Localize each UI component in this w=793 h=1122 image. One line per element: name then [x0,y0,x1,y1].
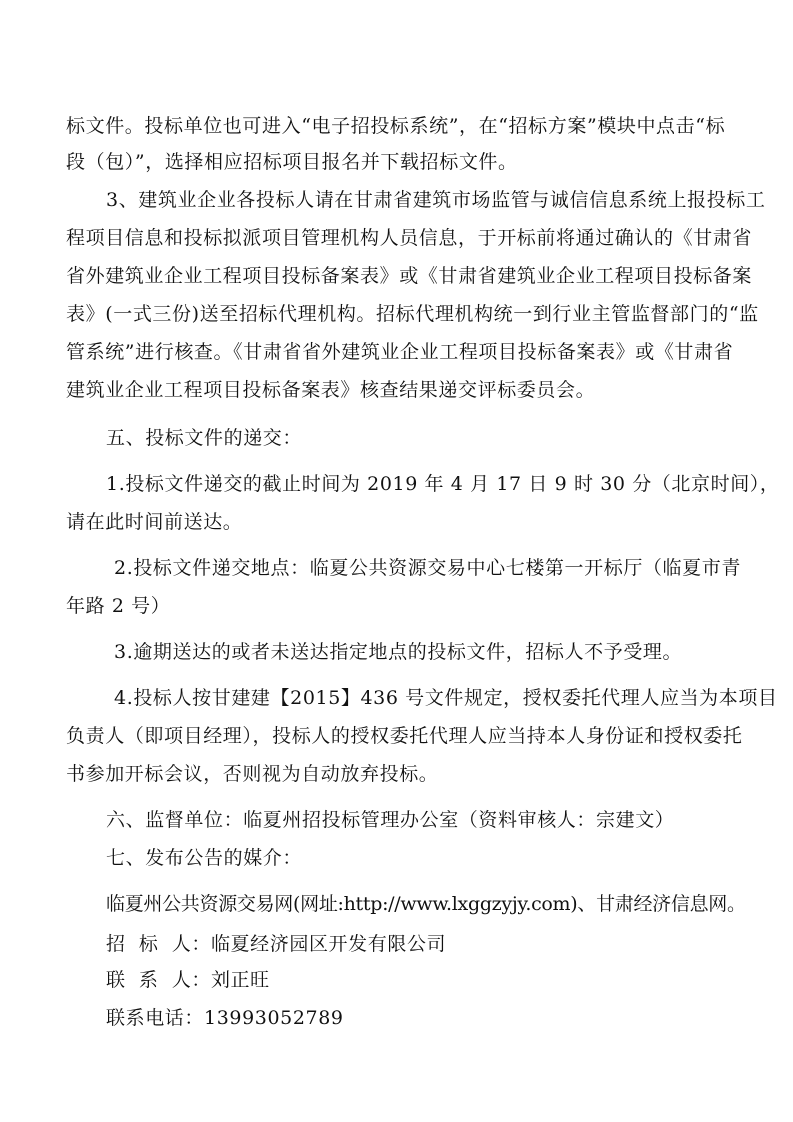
paragraph-line: 书参加开标会议，否则视为自动放弃投标。 [66,763,439,785]
paragraph-line: 3.逾期送达的或者未送达指定地点的投标文件，招标人不予受理。 [114,641,683,663]
section-heading: 六、监督单位：临夏州招投标管理办公室（资料审核人：宗建文） [106,809,675,831]
paragraph-line: 2.投标文件递交地点：临夏公共资源交易中心七楼第一开标厅（临夏市青 [114,557,741,579]
paragraph-line: 管系统”进行核查。《甘肃省省外建筑业企业工程项目投标备案表》或《甘肃省 [66,341,734,363]
paragraph-line: 年路 2 号） [66,595,171,617]
paragraph-line: 临夏州公共资源交易网(网址:http://www.lxggzyjy.com)、甘肃经济信息网。 [106,893,746,915]
paragraph-line: 4.投标人按甘建建【2015】436 号文件规定，授权委托代理人应当为本项目 [114,687,778,709]
contact-person-line: 联 系 人：刘正旺 [106,969,270,991]
tenderer-line: 招 标 人：临夏经济园区开发有限公司 [106,933,447,955]
paragraph-line: 3、建筑业企业各投标人请在甘肃省建筑市场监管与诚信信息系统上报投标工 [106,189,766,211]
contact-phone-line: 联系电话：13993052789 [106,1007,344,1029]
paragraph-line: 省外建筑业企业工程项目投标备案表》或《甘肃省建筑业企业工程项目投标备案 [66,265,753,287]
section-heading: 七、发布公告的媒介： [106,847,303,869]
paragraph-line: 段（包）”，选择相应招标项目报名并下载招标文件。 [66,151,518,173]
paragraph-line: 标文件。投标单位也可进入“电子招投标系统”，在“招标方案”模块中点击“标 [66,115,726,137]
paragraph-line: 建筑业企业工程项目投标备案表》核查结果递交评标委员会。 [66,379,596,401]
paragraph-line: 程项目信息和投标拟派项目管理机构人员信息，于开标前将通过确认的《甘肃省 [66,227,753,249]
section-heading: 五、投标文件的递交： [106,427,303,449]
paragraph-line: 负责人（即项目经理），投标人的授权委托代理人应当持本人身份证和授权委托 [66,725,743,747]
paragraph-line: 表》(一式三份)送至招标代理机构。招标代理机构统一到行业主管监督部门的“监 [66,303,759,325]
paragraph-line: 1.投标文件递交的截止时间为 2019 年 4 月 17 日 9 时 30 分（北京时间）， [106,473,780,495]
paragraph-line: 请在此时间前送达。 [66,511,243,533]
